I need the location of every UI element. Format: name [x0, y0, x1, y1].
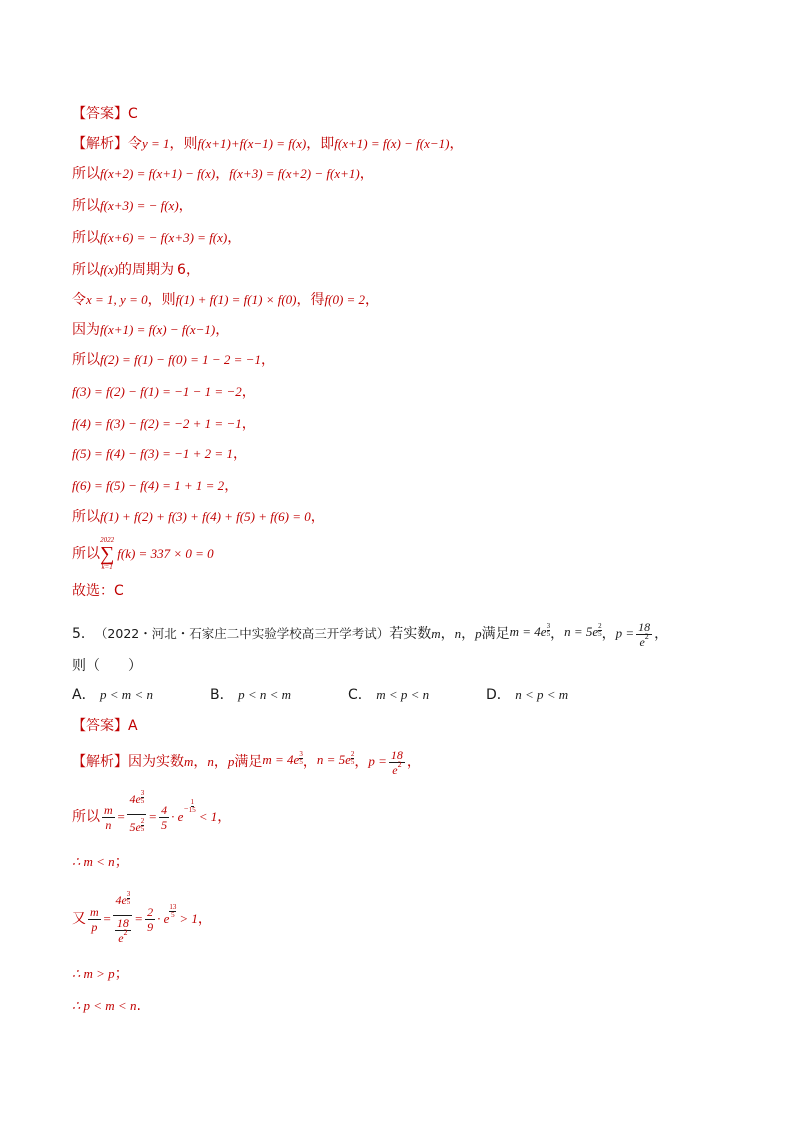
analysis-line-5 [72, 260, 200, 280]
question-number: 5． [72, 626, 95, 642]
analysis-line-6 [72, 290, 379, 310]
text: 因为 [72, 322, 100, 338]
ratio-m-p [88, 906, 101, 933]
option-expr: p < n < m [238, 687, 291, 702]
option-expr: n < p < m [515, 687, 569, 702]
exp-sign: − [183, 804, 189, 813]
analysis-line-10 [72, 414, 256, 434]
q5-analysis-line-2 [72, 789, 232, 842]
analysis-tag: 【解析】 [72, 136, 128, 152]
text: ， [232, 446, 247, 462]
ratio-expanded [113, 890, 132, 945]
option-label: C． [348, 687, 372, 703]
analysis-line-9 [72, 382, 256, 402]
text: ，则 [169, 136, 198, 152]
question-5-stem [72, 616, 668, 652]
text: ， [217, 809, 232, 825]
frac-num: 18 [638, 619, 651, 634]
m-definition [262, 750, 302, 774]
sigma-symbol: ∑ [100, 543, 115, 565]
math-var-p: p [227, 754, 235, 769]
math-expr: ∴ m > p [72, 966, 115, 981]
p-definition [368, 749, 407, 776]
den-exp: 2 [123, 928, 128, 937]
text: 的周期为 [118, 262, 175, 278]
text: ，得 [296, 292, 325, 308]
den-base: e [118, 931, 124, 945]
den-base: e [392, 762, 398, 777]
math-expr: f(3) = f(2) − f(1) = −1 − 1 = −2 [72, 384, 242, 399]
analysis-line-4 [72, 228, 241, 248]
q5-conclusion-2 [72, 964, 129, 984]
exp-den: 5 [299, 758, 303, 766]
text: 因为实数 [128, 754, 184, 770]
exponent-fraction [141, 790, 145, 805]
text: ， [302, 754, 317, 770]
math-expr: ∴ p < m < n [72, 998, 137, 1013]
exp-num: 1 [190, 798, 194, 806]
frac-den [118, 928, 128, 945]
text: ， [178, 198, 193, 214]
text: . [136, 998, 141, 1014]
answer-line-q4 [72, 104, 138, 124]
text-so: 所以 [72, 262, 100, 278]
text: ， [440, 626, 455, 642]
text: ； [114, 966, 129, 982]
exp-num: 3 [140, 789, 145, 797]
text: ， [215, 166, 230, 182]
ratio-expanded [127, 789, 146, 841]
text-so: 所以 [72, 546, 100, 562]
n-definition [564, 622, 602, 646]
exponent-fraction [127, 891, 131, 906]
text: ， [654, 626, 669, 642]
text: ， [197, 911, 212, 927]
frac-den: 9 [147, 919, 154, 934]
inner-fraction [115, 917, 131, 944]
question-source: （2022・河北・石家庄二中实验学校高三开学考试） [94, 626, 390, 641]
frac-num: m [90, 904, 99, 919]
option-label: B． [210, 687, 234, 703]
frac-den: n [105, 817, 112, 832]
math-var-m: m [431, 626, 441, 641]
exponent [183, 799, 195, 819]
frac-den [392, 759, 402, 777]
text: ； [114, 854, 129, 870]
math-var-p: p [475, 626, 482, 641]
choice-label: 故选： [72, 583, 114, 599]
answer-value: A [128, 718, 138, 734]
option-d[interactable] [486, 684, 568, 704]
math-expr: n = 5e [316, 752, 351, 767]
exp-den: 5 [350, 758, 355, 766]
math-expr: f(x+3) = − f(x) [100, 198, 179, 213]
exponent-fraction [189, 799, 196, 814]
answer-value: C [128, 106, 138, 122]
frac-num: 18 [116, 916, 129, 930]
answer-tag: 【答案】 [72, 718, 128, 734]
text-so: 所以 [72, 198, 100, 214]
text: ， [193, 754, 208, 770]
exp-den: 5 [598, 630, 602, 638]
frac-num [127, 789, 146, 815]
text: ， [260, 352, 275, 368]
text: 满足 [234, 754, 263, 770]
text-so: 所以 [72, 509, 100, 525]
analysis-line-3 [72, 196, 193, 216]
math-expr: p = [368, 752, 387, 768]
exponent-fraction [169, 904, 176, 919]
math-expr: f(6) = f(5) − f(4) = 1 + 1 = 2 [72, 478, 225, 493]
text: ， [359, 166, 374, 182]
frac-den: 5 [161, 817, 168, 832]
answer-tag: 【答案】 [72, 106, 128, 122]
math-expr: < 1 [198, 809, 218, 824]
text-so: 所以 [72, 166, 100, 182]
math-var-m: m [184, 754, 194, 769]
math-expr: f(x+2) = f(x+1) − f(x) [100, 166, 216, 181]
sum-upper-limit: 2022 [100, 536, 115, 544]
option-b[interactable] [210, 684, 291, 704]
exp-num: 13 [169, 902, 177, 911]
exponent-fraction [141, 818, 145, 833]
text: 若实数 [389, 626, 432, 642]
answer-line-q5 [72, 716, 138, 736]
math-expr: > 1 [179, 911, 198, 926]
equals: = [116, 809, 126, 824]
math-expr: x = 1, y = 0 [86, 292, 148, 307]
q5-analysis-line-3 [72, 890, 212, 948]
exp-den: 5 [126, 898, 131, 906]
p-definition [616, 621, 655, 648]
exponent-fraction [351, 751, 355, 766]
math-expr: y = 1 [142, 136, 170, 151]
exp-num: 2 [350, 750, 355, 758]
option-label: A． [72, 687, 96, 703]
text: ， [601, 626, 616, 642]
analysis-line-13 [72, 507, 325, 527]
text: 则（ ） [72, 658, 142, 674]
m-definition [510, 622, 550, 646]
math-expr: f(0) = 2 [324, 292, 366, 307]
math-var-n: n [454, 626, 462, 641]
frac-den: p [91, 919, 98, 934]
exp-num: 3 [299, 750, 303, 758]
frac-num: 18 [390, 747, 403, 762]
text: ， [227, 230, 242, 246]
option-a[interactable] [72, 684, 153, 704]
analysis-line-12 [72, 476, 238, 496]
ratio-m-n [102, 804, 115, 831]
text: ， [185, 262, 200, 278]
equals: = [134, 911, 144, 926]
fraction [636, 621, 652, 648]
text: ， [461, 626, 476, 642]
den-base: e [639, 634, 645, 649]
den-base: 5e [129, 820, 141, 834]
exp-den: 5 [140, 825, 145, 833]
equals: = [148, 809, 158, 824]
frac-den [639, 631, 649, 649]
analysis-line-14 [72, 534, 214, 574]
math-expr: f(x+3) = f(x+2) − f(x+1) [229, 166, 360, 181]
text: ， [550, 626, 565, 642]
analysis-line-11 [72, 444, 247, 464]
text: ， [215, 322, 230, 338]
exponent-fraction [547, 623, 551, 638]
math-expr: f(x) [100, 262, 119, 277]
num-base: 4e [129, 792, 141, 806]
analysis-tag: 【解析】 [72, 754, 128, 770]
analysis-line-2 [72, 164, 374, 184]
text-so: 所以 [72, 809, 100, 825]
math-expr: f(x+6) = − f(x+3) = f(x) [100, 230, 228, 245]
option-expr: m < p < n [376, 687, 430, 702]
fraction [389, 749, 405, 776]
analysis-line-8 [72, 350, 275, 370]
exp-den: 15 [188, 806, 196, 814]
frac-num: m [104, 802, 113, 817]
num-base: 4e [115, 893, 127, 907]
den-exp: 2 [644, 631, 649, 641]
frac-den [129, 815, 144, 841]
text-let: 令 [128, 136, 142, 152]
question-5-then [72, 656, 142, 676]
math-expr: f(x+1) = f(x) − f(x−1) [334, 136, 450, 151]
text: ，即 [306, 136, 335, 152]
math-expr: f(2) = f(1) − f(0) = 1 − 2 = −1 [100, 352, 261, 367]
exp-den: 5 [140, 797, 145, 805]
text: ， [365, 292, 380, 308]
text-again: 又 [72, 911, 86, 927]
choice-line [72, 581, 124, 601]
frac-num [113, 890, 132, 916]
exponent-fraction [598, 623, 602, 638]
exp-num: 3 [126, 890, 131, 898]
option-c[interactable] [348, 684, 429, 704]
text: 满足 [481, 626, 510, 642]
exp-num: 3 [546, 622, 551, 630]
text: 6 [177, 262, 186, 278]
option-expr: p < m < n [100, 687, 153, 702]
text-so: 所以 [72, 352, 100, 368]
math-expr: f(5) = f(4) − f(3) = −1 + 2 = 1 [72, 446, 233, 461]
text: 令 [72, 292, 86, 308]
q5-conclusion-1 [72, 852, 129, 872]
exp-num: 2 [598, 622, 602, 630]
coefficient-fraction [145, 906, 155, 933]
text: ， [449, 136, 464, 152]
math-var-n: n [207, 754, 214, 769]
option-label: D． [486, 687, 511, 703]
math-expr: m = 4e [262, 752, 300, 767]
equals: = [102, 911, 112, 926]
math-expr: n = 5e [564, 624, 599, 639]
text-so: 所以 [72, 230, 100, 246]
frac-num: 4 [161, 802, 168, 817]
exponent-fraction [299, 751, 303, 766]
math-expr: f(k) = 337 × 0 = 0 [117, 546, 214, 561]
text: ， [224, 478, 239, 494]
den-exp: 2 [397, 759, 402, 769]
q5-analysis-line-1 [72, 744, 421, 780]
analysis-line-1 [72, 134, 463, 154]
summation [100, 537, 114, 571]
text: ， [241, 384, 256, 400]
frac-num: 2 [147, 904, 154, 919]
math-expr: f(x+1)+f(x−1) = f(x) [197, 136, 307, 151]
math-expr: f(1) + f(1) = f(1) × f(0) [175, 292, 297, 307]
math-expr: ∴ m < n [72, 854, 115, 869]
sum-lower-limit: k=1 [101, 563, 113, 571]
choice-value: C [114, 583, 124, 599]
q5-conclusion-3 [72, 996, 141, 1016]
math-expr: f(4) = f(3) − f(2) = −2 + 1 = −1 [72, 416, 242, 431]
text: ， [241, 416, 256, 432]
exp-den: 5 [546, 630, 551, 638]
analysis-line-7 [72, 320, 229, 340]
n-definition [317, 750, 355, 774]
text: ，则 [147, 292, 176, 308]
math-expr: · e [171, 809, 184, 824]
exp-den: 5 [171, 910, 175, 919]
math-expr: f(x+1) = f(x) − f(x−1) [100, 322, 216, 337]
exp-num: 2 [140, 817, 145, 825]
text: ， [406, 754, 421, 770]
coefficient-fraction [159, 804, 169, 831]
math-expr: f(1) + f(2) + f(3) + f(4) + f(5) + f(6) = 0 [100, 509, 311, 524]
math-expr: m = 4e [509, 624, 547, 639]
text: ， [213, 754, 228, 770]
frac-den [115, 916, 131, 944]
math-expr: · e [157, 911, 170, 926]
text: ， [310, 509, 325, 525]
math-expr: p = [615, 624, 635, 640]
text: ， [354, 754, 369, 770]
